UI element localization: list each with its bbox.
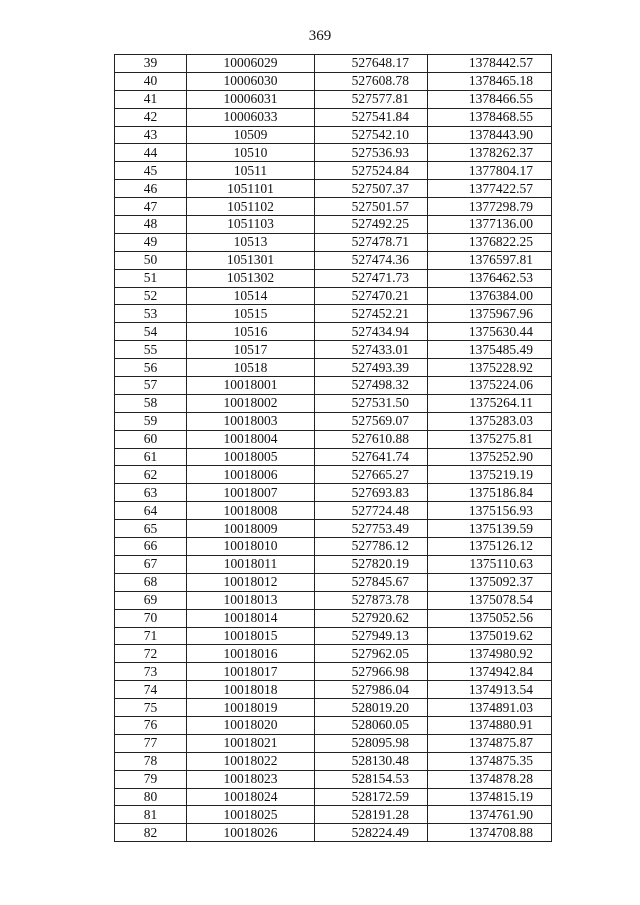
table-row <box>115 538 552 556</box>
table-row <box>115 108 552 126</box>
row-index-cell: 52 <box>115 287 187 305</box>
table-row <box>115 198 552 216</box>
x-coordinate-cell: 527493.39 <box>315 359 428 377</box>
row-index-cell: 59 <box>115 412 187 430</box>
x-coordinate-cell: 527507.37 <box>315 180 428 198</box>
table-row <box>115 323 552 341</box>
x-coordinate-cell: 527478.71 <box>315 233 428 251</box>
y-coordinate-cell: 1375264.11 <box>428 394 552 412</box>
point-id-cell: 1051101 <box>187 180 315 198</box>
table-row <box>115 216 552 234</box>
row-index-cell: 54 <box>115 323 187 341</box>
table-row <box>115 699 552 717</box>
table-row <box>115 72 552 90</box>
y-coordinate-cell: 1375967.96 <box>428 305 552 323</box>
x-coordinate-cell: 528095.98 <box>315 734 428 752</box>
y-coordinate-cell: 1375219.19 <box>428 466 552 484</box>
row-index-cell: 56 <box>115 359 187 377</box>
x-coordinate-cell: 527452.21 <box>315 305 428 323</box>
row-index-cell: 63 <box>115 484 187 502</box>
x-coordinate-cell: 527724.48 <box>315 502 428 520</box>
row-index-cell: 69 <box>115 591 187 609</box>
table-row <box>115 627 552 645</box>
point-id-cell: 1051102 <box>187 198 315 216</box>
y-coordinate-cell: 1378442.57 <box>428 55 552 73</box>
y-coordinate-cell: 1378262.37 <box>428 144 552 162</box>
x-coordinate-cell: 527786.12 <box>315 538 428 556</box>
point-id-cell: 10518 <box>187 359 315 377</box>
x-coordinate-cell: 527471.73 <box>315 269 428 287</box>
table-row <box>115 341 552 359</box>
table-row <box>115 90 552 108</box>
point-id-cell: 10515 <box>187 305 315 323</box>
point-id-cell: 10018013 <box>187 591 315 609</box>
table-row <box>115 144 552 162</box>
point-id-cell: 10018022 <box>187 752 315 770</box>
x-coordinate-cell: 527873.78 <box>315 591 428 609</box>
table-row <box>115 609 552 627</box>
x-coordinate-cell: 527845.67 <box>315 573 428 591</box>
y-coordinate-cell: 1375092.37 <box>428 573 552 591</box>
y-coordinate-cell: 1375156.93 <box>428 502 552 520</box>
row-index-cell: 41 <box>115 90 187 108</box>
table-row <box>115 55 552 73</box>
table-row <box>115 269 552 287</box>
table-row <box>115 502 552 520</box>
point-id-cell: 10018019 <box>187 699 315 717</box>
y-coordinate-cell: 1377298.79 <box>428 198 552 216</box>
x-coordinate-cell: 527665.27 <box>315 466 428 484</box>
row-index-cell: 44 <box>115 144 187 162</box>
x-coordinate-cell: 527641.74 <box>315 448 428 466</box>
y-coordinate-cell: 1375078.54 <box>428 591 552 609</box>
point-id-cell: 10510 <box>187 144 315 162</box>
point-id-cell: 10514 <box>187 287 315 305</box>
table-row <box>115 734 552 752</box>
point-id-cell: 10018023 <box>187 770 315 788</box>
table-row <box>115 394 552 412</box>
x-coordinate-cell: 528191.28 <box>315 806 428 824</box>
row-index-cell: 43 <box>115 126 187 144</box>
row-index-cell: 47 <box>115 198 187 216</box>
x-coordinate-cell: 527577.81 <box>315 90 428 108</box>
point-id-cell: 10018024 <box>187 788 315 806</box>
row-index-cell: 72 <box>115 645 187 663</box>
point-id-cell: 10018016 <box>187 645 315 663</box>
x-coordinate-cell: 527610.88 <box>315 430 428 448</box>
y-coordinate-cell: 1374891.03 <box>428 699 552 717</box>
y-coordinate-cell: 1377422.57 <box>428 180 552 198</box>
row-index-cell: 65 <box>115 520 187 538</box>
table-row <box>115 663 552 681</box>
x-coordinate-cell: 527542.10 <box>315 126 428 144</box>
point-id-cell: 1051302 <box>187 269 315 287</box>
row-index-cell: 70 <box>115 609 187 627</box>
table-row <box>115 162 552 180</box>
x-coordinate-cell: 528154.53 <box>315 770 428 788</box>
row-index-cell: 51 <box>115 269 187 287</box>
point-id-cell: 10018026 <box>187 824 315 842</box>
point-id-cell: 10018021 <box>187 734 315 752</box>
point-id-cell: 10018002 <box>187 394 315 412</box>
x-coordinate-cell: 528060.05 <box>315 716 428 734</box>
row-index-cell: 78 <box>115 752 187 770</box>
y-coordinate-cell: 1375052.56 <box>428 609 552 627</box>
table-body <box>115 55 552 842</box>
point-id-cell: 10018020 <box>187 716 315 734</box>
row-index-cell: 75 <box>115 699 187 717</box>
y-coordinate-cell: 1374980.92 <box>428 645 552 663</box>
y-coordinate-cell: 1374875.35 <box>428 752 552 770</box>
point-id-cell: 10517 <box>187 341 315 359</box>
y-coordinate-cell: 1375630.44 <box>428 323 552 341</box>
table-row <box>115 448 552 466</box>
x-coordinate-cell: 527492.25 <box>315 216 428 234</box>
page-number: 369 <box>308 28 332 44</box>
row-index-cell: 49 <box>115 233 187 251</box>
y-coordinate-cell: 1374708.88 <box>428 824 552 842</box>
point-id-cell: 10006033 <box>187 108 315 126</box>
x-coordinate-cell: 527949.13 <box>315 627 428 645</box>
x-coordinate-cell: 527966.98 <box>315 663 428 681</box>
point-id-cell: 10018010 <box>187 538 315 556</box>
point-id-cell: 10018003 <box>187 412 315 430</box>
x-coordinate-cell: 527569.07 <box>315 412 428 430</box>
row-index-cell: 58 <box>115 394 187 412</box>
point-id-cell: 10018012 <box>187 573 315 591</box>
point-id-cell: 10018018 <box>187 681 315 699</box>
table-row <box>115 287 552 305</box>
x-coordinate-cell: 527501.57 <box>315 198 428 216</box>
row-index-cell: 46 <box>115 180 187 198</box>
row-index-cell: 42 <box>115 108 187 126</box>
row-index-cell: 67 <box>115 555 187 573</box>
x-coordinate-cell: 527693.83 <box>315 484 428 502</box>
point-id-cell: 10006030 <box>187 72 315 90</box>
x-coordinate-cell: 527920.62 <box>315 609 428 627</box>
table-row <box>115 573 552 591</box>
x-coordinate-cell: 527474.36 <box>315 251 428 269</box>
table-row <box>115 788 552 806</box>
row-index-cell: 77 <box>115 734 187 752</box>
row-index-cell: 40 <box>115 72 187 90</box>
table-row <box>115 555 552 573</box>
table-row <box>115 806 552 824</box>
y-coordinate-cell: 1374761.90 <box>428 806 552 824</box>
row-index-cell: 48 <box>115 216 187 234</box>
y-coordinate-cell: 1375019.62 <box>428 627 552 645</box>
y-coordinate-cell: 1378468.55 <box>428 108 552 126</box>
point-id-cell: 10018006 <box>187 466 315 484</box>
x-coordinate-cell: 527648.17 <box>315 55 428 73</box>
y-coordinate-cell: 1375126.12 <box>428 538 552 556</box>
y-coordinate-cell: 1374942.84 <box>428 663 552 681</box>
table-row <box>115 126 552 144</box>
y-coordinate-cell: 1374913.54 <box>428 681 552 699</box>
point-id-cell: 10018008 <box>187 502 315 520</box>
y-coordinate-cell: 1378466.55 <box>428 90 552 108</box>
y-coordinate-cell: 1375283.03 <box>428 412 552 430</box>
y-coordinate-cell: 1375186.84 <box>428 484 552 502</box>
y-coordinate-cell: 1376597.81 <box>428 251 552 269</box>
point-id-cell: 10018004 <box>187 430 315 448</box>
table-row <box>115 305 552 323</box>
x-coordinate-cell: 527433.01 <box>315 341 428 359</box>
x-coordinate-cell: 528130.48 <box>315 752 428 770</box>
row-index-cell: 57 <box>115 377 187 395</box>
point-id-cell: 1051103 <box>187 216 315 234</box>
point-id-cell: 10006031 <box>187 90 315 108</box>
table-row <box>115 752 552 770</box>
row-index-cell: 73 <box>115 663 187 681</box>
point-id-cell: 10509 <box>187 126 315 144</box>
point-id-cell: 10006029 <box>187 55 315 73</box>
row-index-cell: 66 <box>115 538 187 556</box>
x-coordinate-cell: 527820.19 <box>315 555 428 573</box>
table-row <box>115 484 552 502</box>
y-coordinate-cell: 1378465.18 <box>428 72 552 90</box>
y-coordinate-cell: 1375110.63 <box>428 555 552 573</box>
point-id-cell: 10018014 <box>187 609 315 627</box>
row-index-cell: 71 <box>115 627 187 645</box>
y-coordinate-cell: 1374875.87 <box>428 734 552 752</box>
row-index-cell: 68 <box>115 573 187 591</box>
x-coordinate-cell: 527524.84 <box>315 162 428 180</box>
x-coordinate-cell: 527608.78 <box>315 72 428 90</box>
x-coordinate-cell: 528224.49 <box>315 824 428 842</box>
table-row <box>115 520 552 538</box>
point-id-cell: 10018011 <box>187 555 315 573</box>
row-index-cell: 81 <box>115 806 187 824</box>
point-id-cell: 10018025 <box>187 806 315 824</box>
x-coordinate-cell: 527536.93 <box>315 144 428 162</box>
point-id-cell: 10513 <box>187 233 315 251</box>
x-coordinate-cell: 527434.94 <box>315 323 428 341</box>
y-coordinate-cell: 1376822.25 <box>428 233 552 251</box>
row-index-cell: 60 <box>115 430 187 448</box>
row-index-cell: 45 <box>115 162 187 180</box>
x-coordinate-cell: 528019.20 <box>315 699 428 717</box>
y-coordinate-cell: 1377804.17 <box>428 162 552 180</box>
y-coordinate-cell: 1374878.28 <box>428 770 552 788</box>
table-row <box>115 716 552 734</box>
point-id-cell: 10516 <box>187 323 315 341</box>
table-row <box>115 645 552 663</box>
y-coordinate-cell: 1375224.06 <box>428 377 552 395</box>
table-row <box>115 681 552 699</box>
row-index-cell: 79 <box>115 770 187 788</box>
y-coordinate-cell: 1374815.19 <box>428 788 552 806</box>
x-coordinate-cell: 527541.84 <box>315 108 428 126</box>
y-coordinate-cell: 1376384.00 <box>428 287 552 305</box>
point-id-cell: 10511 <box>187 162 315 180</box>
point-id-cell: 10018001 <box>187 377 315 395</box>
x-coordinate-cell: 527470.21 <box>315 287 428 305</box>
y-coordinate-cell: 1374880.91 <box>428 716 552 734</box>
point-id-cell: 1051301 <box>187 251 315 269</box>
x-coordinate-cell: 528172.59 <box>315 788 428 806</box>
point-id-cell: 10018005 <box>187 448 315 466</box>
row-index-cell: 62 <box>115 466 187 484</box>
table-row <box>115 251 552 269</box>
point-id-cell: 10018015 <box>187 627 315 645</box>
row-index-cell: 82 <box>115 824 187 842</box>
y-coordinate-cell: 1378443.90 <box>428 126 552 144</box>
table-row <box>115 180 552 198</box>
y-coordinate-cell: 1375139.59 <box>428 520 552 538</box>
row-index-cell: 74 <box>115 681 187 699</box>
row-index-cell: 53 <box>115 305 187 323</box>
row-index-cell: 76 <box>115 716 187 734</box>
table-row <box>115 377 552 395</box>
row-index-cell: 55 <box>115 341 187 359</box>
row-index-cell: 61 <box>115 448 187 466</box>
table-row <box>115 466 552 484</box>
table-row <box>115 430 552 448</box>
row-index-cell: 80 <box>115 788 187 806</box>
y-coordinate-cell: 1376462.53 <box>428 269 552 287</box>
point-id-cell: 10018007 <box>187 484 315 502</box>
y-coordinate-cell: 1377136.00 <box>428 216 552 234</box>
table-row <box>115 770 552 788</box>
table-row <box>115 591 552 609</box>
x-coordinate-cell: 527962.05 <box>315 645 428 663</box>
x-coordinate-cell: 527986.04 <box>315 681 428 699</box>
table-row <box>115 359 552 377</box>
y-coordinate-cell: 1375485.49 <box>428 341 552 359</box>
x-coordinate-cell: 527498.32 <box>315 377 428 395</box>
y-coordinate-cell: 1375252.90 <box>428 448 552 466</box>
coordinates-table <box>114 54 552 842</box>
x-coordinate-cell: 527531.50 <box>315 394 428 412</box>
point-id-cell: 10018009 <box>187 520 315 538</box>
row-index-cell: 64 <box>115 502 187 520</box>
y-coordinate-cell: 1375275.81 <box>428 430 552 448</box>
table-row <box>115 412 552 430</box>
table-row <box>115 233 552 251</box>
row-index-cell: 39 <box>115 55 187 73</box>
point-id-cell: 10018017 <box>187 663 315 681</box>
x-coordinate-cell: 527753.49 <box>315 520 428 538</box>
table-row <box>115 824 552 842</box>
row-index-cell: 50 <box>115 251 187 269</box>
y-coordinate-cell: 1375228.92 <box>428 359 552 377</box>
